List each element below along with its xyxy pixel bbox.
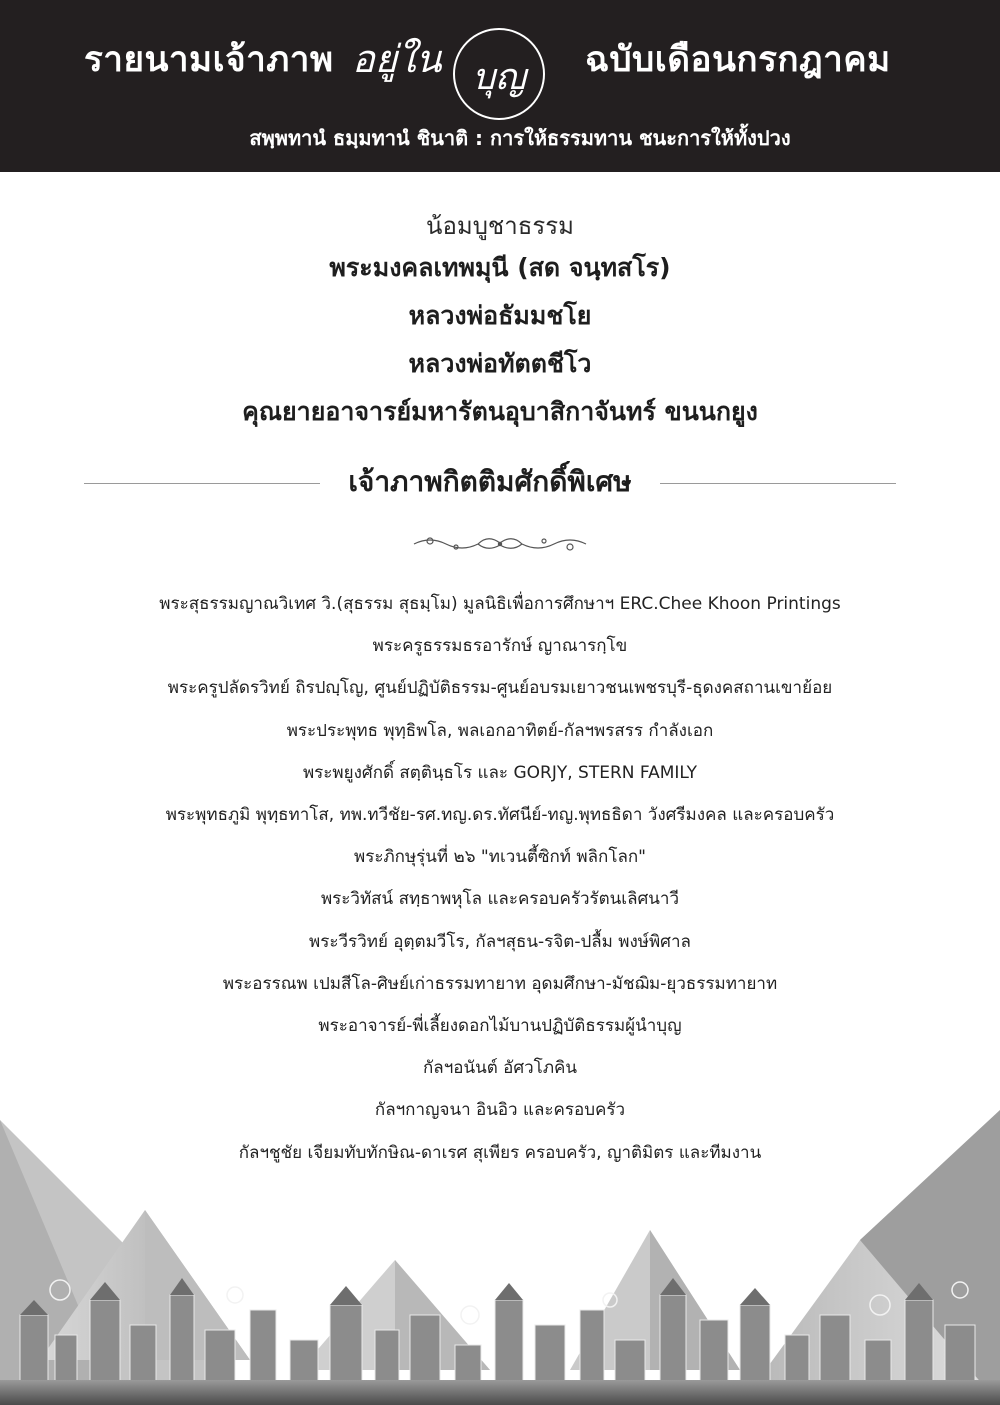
list-item: พระประพุทธ พุทฺธิพโล, พลเอกอาทิตย์-กัลฯพรสรร กำลังเอก xyxy=(286,720,714,741)
crystal-pyramid-scenery xyxy=(0,1100,1000,1405)
magazine-logo-circle-text: บุญ xyxy=(472,57,526,98)
list-item: พระพยูงศักดิ์ สตฺตินฺธโร และ GORJY, STERN FAMILY xyxy=(302,762,698,783)
list-item: พระวีรวิทย์ อุตฺตมวีโร, กัลฯสุธน-รจิต-ปลื้ม พงษ์พิศาล xyxy=(309,931,691,952)
header-subtitle: สพฺพทานํ ธมฺมทานํ ชินาติ : การให้ธรรมทาน ชนะการให้ทั้งปวง xyxy=(249,126,791,150)
header-banner xyxy=(0,0,1000,172)
list-item: พระอาจารย์-พี่เลี้ยงดอกไม้บานปฏิบัติธรรมผู้นำบุญ xyxy=(318,1016,682,1037)
magazine-logo-text: อยู่ใน xyxy=(352,37,442,81)
list-item: พระครูธรรมธรอารักษ์ ญาณารกฺโข xyxy=(372,636,628,657)
list-item: พระภิกษุรุ่นที่ ๒๖ "ทเวนตี้ซิกท์ พลิกโลก" xyxy=(354,847,646,868)
sponsor-list xyxy=(0,583,1000,1174)
dedication-block xyxy=(0,208,1000,436)
list-item: พระอรรณพ เปมสีโล-ศิษย์เก่าธรรมทายาท อุดมศึกษา-มัชฌิม-ยุวธรรมทายาท xyxy=(222,973,778,994)
header-title-right: ฉบับเดือนกรกฎาคม xyxy=(585,40,891,80)
dedication-line: คุณยายอาจารย์มหารัตนอุบาสิกาจันทร์ ขนนกยูง xyxy=(242,397,758,426)
header-title-left: รายนามเจ้าภาพ xyxy=(84,40,334,80)
ground-shape xyxy=(0,1380,1000,1405)
section-title: เจ้าภาพกิตติมศักดิ์พิเศษ xyxy=(348,465,632,498)
dedication-intro: น้อมบูชาธรรม xyxy=(426,212,574,240)
section-heading-row xyxy=(84,460,896,506)
dedication-line: พระมงคลเทพมุนี (สด จนฺทสโร) xyxy=(329,253,671,282)
divider-rule-left xyxy=(84,483,320,484)
list-item: พระวิทัสน์ สทฺธาพหุโล และครอบครัวรัตนเลิศนาวี xyxy=(320,889,680,910)
dedication-line: หลวงพ่อทัตตชีโว xyxy=(408,349,592,378)
list-item: กัลฯกาญจนา อินอิว และครอบครัว xyxy=(374,1100,626,1121)
list-item: พระสุธรรมญาณวิเทศ วิ.(สุธรรม สุธมฺโม) มูลนิธิเพื่อการศึกษาฯ ERC.Chee Khoon Printings xyxy=(159,594,841,614)
magazine-logo-circle xyxy=(453,28,545,120)
list-item: พระครูปลัดรวิทย์ ถิรปญฺโญ, ศูนย์ปฏิบัติธรรม-ศูนย์อบรมเยาวชนเพชรบุรี-ธุดงคสถานเขาย้อย xyxy=(167,678,833,699)
flourish-ornament-icon xyxy=(410,532,590,554)
list-item: พระพุทธภูมิ พุทฺธทาโส, ทพ.ทวีชัย-รศ.ทญ.ดร.ทัศนีย์-ทญ.พุทธธิดา วังศรีมงคล และครอบครัว xyxy=(165,805,835,826)
list-item: กัลฯอนันต์ อัศวโภคิน xyxy=(422,1058,578,1079)
list-item: กัลฯชูชัย เจียมทับทักษิณ-ดาเรศ สุเพียร ครอบครัว, ญาติมิตร และทีมงาน xyxy=(238,1142,762,1163)
dedication-line: หลวงพ่อธัมมชโย xyxy=(408,301,592,330)
divider-rule-right xyxy=(660,483,896,484)
